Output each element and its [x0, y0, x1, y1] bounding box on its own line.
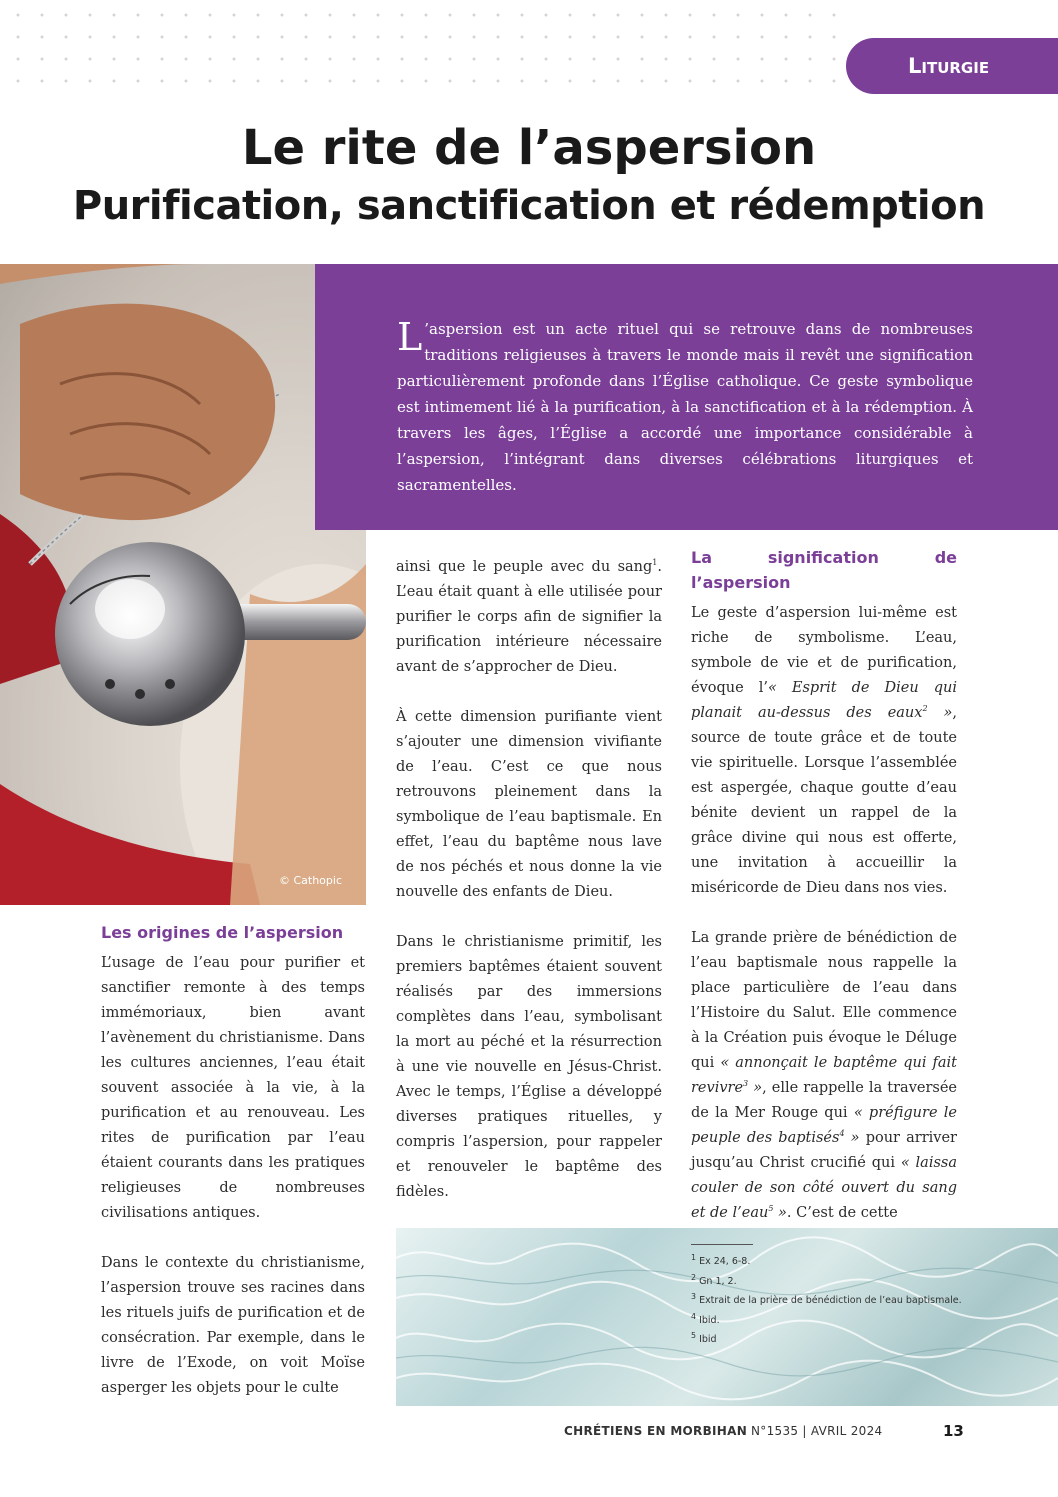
- paragraph: ainsi que le peuple avec du sang$^1$. L’eau était quant à elle utilisée pour purifier le corps afin de signifier la purification intérieure nécessaire avant de s’approcher de Dieu.: [396, 558, 662, 675]
- footnote: $^2$ Gn 1, 2.: [691, 1272, 737, 1287]
- footnote-ref: 5: [768, 1204, 774, 1214]
- paragraph: L’usage de l’eau pour purifier et sanctifier remonte à des temps immémoriaux, bien avant l’avènement du christianisme. Dans les cultures anciennes, l’eau était souvent associée à la vie, à la purification et au renouveau. Les rites de purification par l’eau étaient courants dans les pratiques religieuses de nombreuses civilisations antiques.: [101, 955, 365, 1221]
- paragraph: Dans le christianisme primitif, les premiers baptêmes étaient souvent réalisés par des immersions complètes dans l’eau, symbolisant la mort au péché et la résurrection à une vie nouvelle en Jésus-Christ. Avec le temps, l’Église a développé diverses pratiques rituelles, y compris l’aspersion, pour rappeler et renouveler le baptême des fidèles.: [396, 934, 662, 1200]
- footnote: $^3$ Extrait de la prière de bénédiction de l’eau baptismale.: [691, 1292, 962, 1307]
- footnote-divider: [691, 1244, 753, 1245]
- footnote-ref: 2: [922, 704, 928, 714]
- column-2: [396, 555, 662, 1230]
- footnote: $^4$ Ibid.: [691, 1311, 720, 1326]
- section-heading-meaning: La signification de l’aspersion: [691, 548, 957, 592]
- aspergillum-photo: [0, 264, 366, 905]
- page-footer: [0, 1424, 1058, 1444]
- footnote-ref: 3: [743, 1079, 749, 1089]
- paragraph: À cette dimension purifiante vient s’ajouter une dimension vivifiante de l’eau. C’est ce que nous retrouvons pleinement dans la symbolique de l’eau baptismale. En effet, l’eau du baptême nous lave de nos péchés et nous donne la vie nouvelle des enfants de Dieu.: [396, 709, 662, 900]
- footnotes: [691, 1244, 991, 1351]
- aspergillum-illustration: [0, 264, 366, 905]
- issue-info: N°1535 | AVRIL 2024: [751, 1424, 883, 1438]
- intro-paragraph: [397, 316, 973, 498]
- paragraph: La grande prière de bénédiction de l’eau baptismale nous rappelle la place particulière de l’eau dans l’Histoire du Salut. Elle commence à la Création puis évoque le Déluge qui « annonçait le baptême qui fait revivre$^3$ », elle rappelle la traversée de la Mer Rouge qui « préfigure le peuple des baptisés$^4$ » pour arriver jusqu’au Christ crucifié qui « laissa couler de son côté ouvert du sang et de l’eau$^5$ ». C’est de cette: [691, 930, 958, 1221]
- column-1: [101, 920, 365, 1426]
- section-heading-origins: Les origines de l’aspersion: [101, 923, 344, 942]
- paragraph: Le geste d’aspersion lui-même est riche de symbolisme. L’eau, symbole de vie et de purification, évoque l’« Esprit de Dieu qui planait au-dessus des eaux$^2$ », source de toute grâce et de toute vie spirituelle. Lorsque l’assemblée est aspergée, chaque goutte d’eau bénite devient un rappel de la grâce divine qui nous est offerte, une invitation à accueillir la miséricorde de Dieu dans nos vies.: [691, 605, 957, 896]
- intro-box: [315, 264, 1058, 530]
- drop-cap: L: [397, 315, 423, 359]
- column-3: [691, 545, 957, 1251]
- paragraph: Dans le contexte du christianisme, l’aspersion trouve ses racines dans les rituels juifs de purification et de consécration. Par exemple, dans le livre de l’Exode, on voit Moïse asperger les objets pour le culte: [101, 1255, 365, 1396]
- footnote: $^5$ Ibid: [691, 1331, 717, 1346]
- footnote-ref: 1: [652, 558, 658, 568]
- photo-credit: © Cathopic: [278, 874, 342, 887]
- page-number: 13: [943, 1422, 964, 1440]
- article-title: Le rite de l’aspersion: [241, 120, 817, 176]
- section-tag: Liturgie: [846, 38, 1058, 94]
- article-subtitle: Purification, sanctification et rédemption: [72, 183, 986, 229]
- decorative-dot-pattern: [0, 0, 840, 95]
- footnote-ref: 4: [839, 1129, 845, 1139]
- magazine-name: CHRÉTIENS EN MORBIHAN: [564, 1424, 748, 1438]
- intro-text: ’aspersion est un acte rituel qui se retrouve dans de nombreuses traditions religieuses à travers le monde mais il revêt une signification particulièrement profonde dans l’Église catholique. Ce geste symbolique est intimement lié à la purification, à la sanctification et à la rédemption. À travers les âges, l’Église a accordé une importance considérable à l’aspersion, l’intégrant dans diverses célébrations liturgiques et sacramentelles.: [397, 320, 973, 494]
- footnote: $^1$ Ex 24, 6-8.: [691, 1253, 751, 1268]
